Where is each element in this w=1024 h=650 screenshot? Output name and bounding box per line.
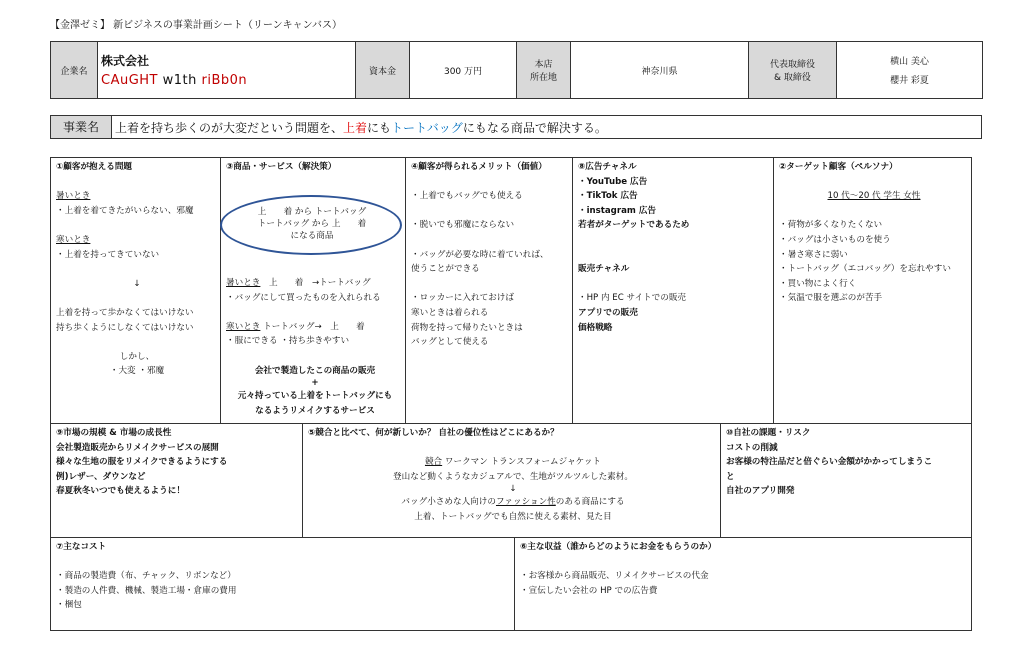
channels-title: ⑧広告チャネル xyxy=(578,162,637,172)
cost-3: ・梱包 xyxy=(56,600,82,611)
capital-value: 300 万円 xyxy=(410,42,517,99)
rep-label-line1: 代表取締役 xyxy=(769,60,815,70)
grid-right xyxy=(971,157,972,631)
cold-problem: ・上着を持ってきていない xyxy=(56,249,160,260)
hot-label: 暑いとき xyxy=(56,191,91,202)
company-name-part-b: w1th xyxy=(158,73,202,88)
cell-solution xyxy=(226,160,404,175)
grid-row2-bottom xyxy=(50,537,972,538)
benefit-2: ・脱いでも邪魔にならない xyxy=(411,220,515,231)
cell-advantage xyxy=(308,426,718,525)
oval-line1: 上 着 から トートバッグ xyxy=(257,207,367,217)
risk-3: と xyxy=(726,471,735,482)
persona-3: ・暑さ寒さに弱い xyxy=(779,249,848,260)
risk-4: 自社のアプリ開発 xyxy=(726,486,795,497)
grid-row1-bottom xyxy=(50,423,972,424)
company-name-line2 xyxy=(101,73,352,88)
hq-value: 神奈川県 xyxy=(571,42,749,99)
company-label: 企業名 xyxy=(51,42,98,99)
market-4: 春夏秋冬いつでも使えるように！ xyxy=(56,486,185,497)
channel-tiktok: ・TikTok 広告 xyxy=(578,191,638,202)
cost-2: ・製造の人件費、機械、製造工場・倉庫の費用 xyxy=(56,585,237,596)
solution-title: ③商品・サービス（解決策） xyxy=(226,162,337,172)
company-name-part-c: riBb0n xyxy=(201,73,248,88)
channel-youtube: ・YouTube 広告 xyxy=(578,176,648,187)
hq-label-line1: 本店 xyxy=(534,60,553,70)
customer-problems-title: ①顧客が抱える問題 xyxy=(56,162,133,172)
grid-v6 xyxy=(720,423,721,537)
benefit-3: ・バッグが必要な時に着ていれば、 xyxy=(411,249,549,260)
grid-top xyxy=(50,157,972,158)
grid-v4 xyxy=(773,157,774,423)
cold-label: 寒いとき xyxy=(56,234,91,245)
company-info-table xyxy=(50,41,983,99)
competitor-name: ワークマン トランスフォームジャケット xyxy=(442,457,602,468)
problem-line1: 上着を持って歩かなくてはいけない xyxy=(56,307,194,318)
pricing-strategy: 価格戦略 xyxy=(578,322,613,333)
risk-2: お客様の特注品だと倍ぐらい金額がかかってしまうこ xyxy=(726,457,933,468)
benefit-1: ・上着でもバッグでも使える xyxy=(411,191,523,202)
document-title: 【金澤ゼミ】 新ビジネスの事業計画シート（リーンキャンバス） xyxy=(50,20,342,31)
channel-reason: 若者がターゲットであるため xyxy=(578,220,690,231)
market-title: ⑨市場の規模 & 市場の成長性 xyxy=(56,428,172,438)
grid-v3 xyxy=(572,157,573,423)
cell-market xyxy=(56,426,300,499)
company-name-cell xyxy=(98,42,356,99)
market-3: 例)レザー、ダウンなど xyxy=(56,471,146,482)
company-name-line1: 株式会社 xyxy=(101,54,150,68)
oval-line2: トートバッグ から 上 着 xyxy=(257,219,367,229)
hq-label xyxy=(517,42,571,99)
solution-cold-rest: トートバッグ→ 上 着 xyxy=(260,321,365,332)
capital-label: 資本金 xyxy=(356,42,410,99)
arrow-down-icon: ↓ xyxy=(133,278,141,289)
persona-6: ・気温で服を選ぶのが苦手 xyxy=(779,293,883,304)
persona-4: ・トートバッグ（エコバッグ）を忘れやすい xyxy=(779,264,951,275)
target-title: ②ターゲット顧客（ペルソナ） xyxy=(779,162,898,172)
cell-risks xyxy=(726,426,970,499)
solution-cold-label: 寒いとき xyxy=(226,321,261,332)
advantage-b: のある商品にする xyxy=(555,497,625,508)
risks-title: ⑩自社の課題・リスク xyxy=(726,428,811,438)
benefit-4: 使うことができる xyxy=(411,264,480,275)
rep-name-2: 櫻井 彩夏 xyxy=(890,76,929,86)
advantage-c: 上着、トートバッグでも自然に使える素材、見た目 xyxy=(414,511,612,522)
market-2: 様々な生地の服をリメイクできるようにする xyxy=(56,457,228,468)
persona-2: ・バッグは小さいものを使う xyxy=(779,234,891,245)
benefit-6: 寒いときは着られる xyxy=(411,307,489,318)
business-description xyxy=(115,119,607,136)
solution-details xyxy=(226,276,404,418)
sales-channel-title: 販売チャネル xyxy=(578,264,630,275)
rep-label-line2: & 取締役 xyxy=(774,73,811,83)
sales-app: アプリでの販売 xyxy=(578,307,638,318)
benefit-8: バッグとして使える xyxy=(411,337,489,348)
sales-ec-site: ・HP 内 EC サイトでの販売 xyxy=(578,293,687,304)
risk-1: コストの削減 xyxy=(726,442,778,453)
benefit-7: 荷物を持って帰りたいときは xyxy=(411,322,523,333)
service-line1: 会社で製造したこの商品の販売 xyxy=(254,365,376,376)
advantage-a: バッグ小さめな人向けの xyxy=(401,497,496,508)
cell-costs xyxy=(56,540,506,613)
benefits-title: ④顧客が得られるメリット（価値） xyxy=(411,162,547,172)
solution-hot-text: ・バッグにして買ったものを入れられる xyxy=(226,292,381,303)
cost-1: ・商品の製造費（布、チャック、リボンなど） xyxy=(56,571,236,582)
grid-v5 xyxy=(302,423,303,537)
solution-hot-rest: 上 着 →トートバッグ xyxy=(260,278,371,288)
costs-title: ⑦主なコスト xyxy=(56,542,107,552)
advantage-title: ⑤競合と比べて、何が新しいか？ 自社の優位性はどこにあるか？ xyxy=(308,428,559,438)
competitor-label: 競合 xyxy=(424,457,443,468)
grid-v7 xyxy=(514,537,515,630)
solution-oval-text xyxy=(232,206,392,242)
revenue-2: ・宣伝したい会社の HP での広告費 xyxy=(520,585,658,596)
business-text-red: 上着 xyxy=(343,121,368,135)
business-label: 事業名 xyxy=(51,116,112,138)
business-text-b: にも xyxy=(367,121,392,135)
business-text-blue: トートバッグ xyxy=(391,121,463,135)
cell-target xyxy=(779,160,969,306)
cell-benefits xyxy=(411,160,571,350)
competitor-desc: 登山など動くようなカジュアルで、生地がツルツルした素材。 xyxy=(393,471,633,482)
persona-1: ・荷物が多くなりたくない xyxy=(779,220,883,231)
market-1: 会社製造販売からリメイクサービスの展開 xyxy=(56,442,219,453)
hot-problem: ・上着を着てきたがいらない、邪魔 xyxy=(56,205,194,216)
grid-left xyxy=(50,157,51,631)
grid-v2 xyxy=(405,157,406,423)
business-text-c: にもなる商品で解決する。 xyxy=(462,121,607,135)
service-plus: + xyxy=(311,378,319,389)
business-name-row xyxy=(50,115,982,139)
rep-name-1: 横山 美心 xyxy=(890,57,929,67)
advantage-fashion: ファッション性 xyxy=(495,497,556,508)
company-name-part-a: CAuGHT xyxy=(101,73,158,88)
problem-line4: ・大変 ・邪魔 xyxy=(109,366,165,377)
representative-names xyxy=(837,42,983,99)
grid-v1 xyxy=(220,157,221,423)
cell-revenue xyxy=(520,540,970,598)
business-text-a: 上着を持ち歩くのが大変だという問題を、 xyxy=(115,121,344,135)
persona-summary: 10 代～20 代 学生 女性 xyxy=(827,191,921,202)
solution-hot-label: 暑いとき xyxy=(226,278,261,288)
cell-channels xyxy=(578,160,772,335)
revenue-title: ⑥主な収益（誰からどのようにお金をもらうのか） xyxy=(520,542,717,552)
oval-line3: になる商品 xyxy=(290,231,334,241)
hq-label-line2: 所在地 xyxy=(529,73,557,83)
solution-cold-text: ・服にできる ・持ち歩きやすい xyxy=(226,336,350,347)
problem-line3: しかし、 xyxy=(119,351,155,362)
benefit-5: ・ロッカーに入れておけば xyxy=(411,293,514,304)
persona-5: ・買い物によく行く xyxy=(779,278,857,289)
cell-customer-problems xyxy=(56,160,218,379)
channel-instagram: ・instagram 広告 xyxy=(578,205,657,216)
representative-label xyxy=(749,42,837,99)
revenue-1: ・お客様から商品販売、リメイクサービスの代金 xyxy=(520,571,709,582)
grid-bottom xyxy=(50,630,972,631)
service-line4: なるようリメイクするサービス xyxy=(255,405,375,416)
arrow-down-icon: ↓ xyxy=(509,484,517,495)
problem-line2: 持ち歩くようにしなくてはいけない xyxy=(56,322,194,333)
service-line3: 元々持っている上着をトートバッグにも xyxy=(237,391,393,402)
